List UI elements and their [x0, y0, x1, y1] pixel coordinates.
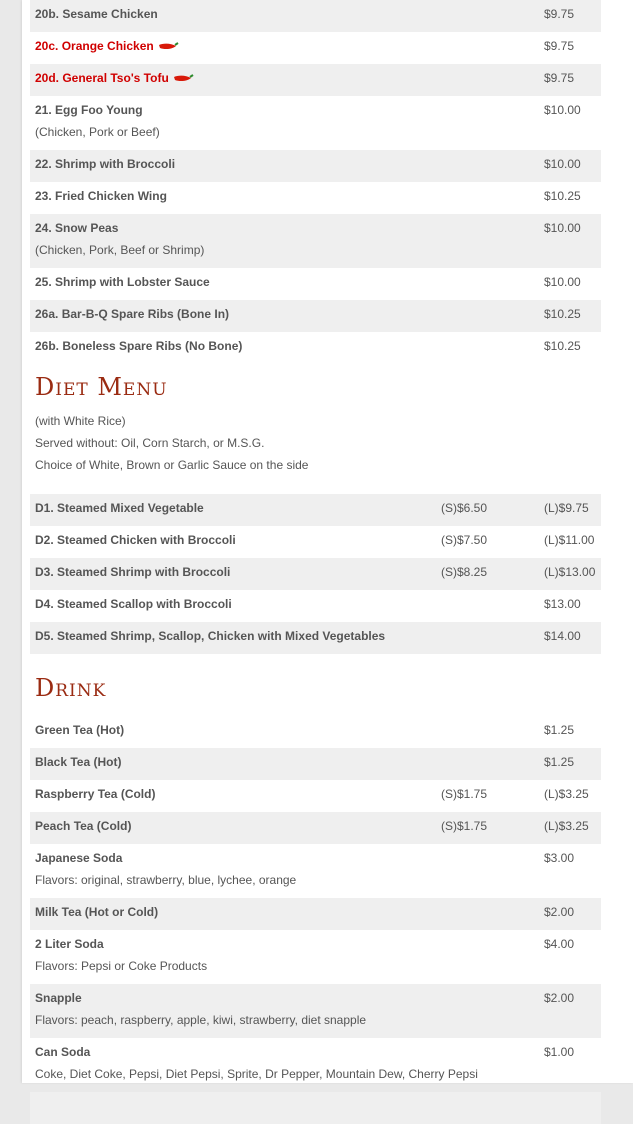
item-price: $1.00: [544, 1045, 575, 1059]
item-description: (Chicken, Pork or Beef): [35, 125, 160, 139]
item-price: $10.25: [544, 307, 581, 321]
item-price-small: (S)$7.50: [441, 533, 488, 547]
menu-item: [30, 300, 601, 332]
item-price: $3.00: [544, 851, 575, 865]
item-name: 24. Snow Peas: [35, 221, 119, 235]
item-price: $4.00: [544, 937, 575, 951]
menu-item: [30, 1038, 601, 1092]
menu-item: [30, 494, 601, 526]
item-price: $10.00: [544, 157, 581, 171]
item-price: $10.25: [544, 339, 581, 353]
item-name: Japanese Soda: [35, 851, 123, 865]
section-note: (with White Rice): [35, 414, 126, 428]
item-name: 23. Fried Chicken Wing: [35, 189, 167, 203]
menu-item: [30, 748, 601, 780]
item-name: D4. Steamed Scallop with Broccoli: [35, 597, 232, 611]
item-name: D5. Steamed Shrimp, Scallop, Chicken with Mixed Vegetables: [35, 629, 386, 643]
item-price: $14.00: [544, 629, 581, 643]
item-price-small: (S)$8.25: [441, 565, 488, 579]
item-price: $2.00: [544, 991, 575, 1005]
red-chili-pepper-icon: [157, 41, 179, 51]
item-price: $2.00: [544, 905, 575, 919]
item-price: (L)$3.25: [544, 819, 589, 833]
item-name: 2 Liter Soda: [35, 937, 104, 951]
menu-item: [30, 32, 601, 64]
menu-item-partial: [30, 1092, 601, 1124]
item-price: $10.00: [544, 221, 581, 235]
item-price: $9.75: [544, 71, 575, 85]
item-name: 20b. Sesame Chicken: [35, 7, 158, 21]
item-name: Milk Tea (Hot or Cold): [35, 905, 159, 919]
menu-panel: [22, 0, 633, 1083]
menu-list: [30, 0, 601, 1124]
menu-item: [30, 716, 601, 748]
item-name-text: 20c. Orange Chicken: [35, 39, 154, 53]
item-name: 25. Shrimp with Lobster Sauce: [35, 275, 210, 289]
section-note: Served without: Oil, Corn Starch, or M.S.G.: [35, 436, 265, 450]
item-name: Black Tea (Hot): [35, 755, 122, 769]
menu-item: [30, 844, 601, 898]
item-name: 22. Shrimp with Broccoli: [35, 157, 176, 171]
section-title: Drink: [35, 674, 107, 702]
item-name: D1. Steamed Mixed Vegetable: [35, 501, 204, 515]
item-name: [35, 39, 179, 53]
item-name-text: 20d. General Tso's Tofu: [35, 71, 169, 85]
item-price: $9.75: [544, 7, 575, 21]
item-description: Flavors: peach, raspberry, apple, kiwi, strawberry, diet snapple: [35, 1013, 367, 1027]
menu-item: [30, 268, 601, 300]
drink-section-header: [30, 654, 601, 716]
menu-item: [30, 622, 601, 654]
item-name: 26b. Boneless Spare Ribs (No Bone): [35, 339, 243, 353]
section-title: Diet Menu: [35, 373, 168, 401]
item-price: $10.00: [544, 103, 581, 117]
item-description: Flavors: Pepsi or Coke Products: [35, 959, 208, 973]
item-description: Flavors: original, strawberry, blue, lychee, orange: [35, 873, 297, 887]
menu-item: [30, 898, 601, 930]
item-name: 21. Egg Foo Young: [35, 103, 143, 117]
menu-item: [30, 984, 601, 1038]
menu-item: [30, 526, 601, 558]
item-price: $13.00: [544, 597, 581, 611]
section-note: Choice of White, Brown or Garlic Sauce on the side: [35, 458, 309, 472]
item-price-small: (S)$1.75: [441, 787, 488, 801]
menu-item: [30, 150, 601, 182]
menu-item: [30, 0, 601, 32]
menu-item: [30, 214, 601, 268]
item-price: $9.75: [544, 39, 575, 53]
item-price: (L)$9.75: [544, 501, 589, 515]
item-price: $1.25: [544, 723, 575, 737]
red-chili-pepper-icon: [172, 73, 194, 83]
menu-item: [30, 182, 601, 214]
item-price-small: (S)$6.50: [441, 501, 488, 515]
item-name: Can Soda: [35, 1045, 91, 1059]
item-name: D2. Steamed Chicken with Broccoli: [35, 533, 236, 547]
item-name: Peach Tea (Cold): [35, 819, 132, 833]
item-price-small: (S)$1.75: [441, 819, 488, 833]
item-name: 26a. Bar-B-Q Spare Ribs (Bone In): [35, 307, 230, 321]
item-description: (Chicken, Pork, Beef or Shrimp): [35, 243, 205, 257]
item-price: $10.25: [544, 189, 581, 203]
menu-item: [30, 812, 601, 844]
menu-item: [30, 64, 601, 96]
diet-section-header: [30, 364, 601, 494]
item-name: Snapple: [35, 991, 82, 1005]
item-price: (L)$3.25: [544, 787, 589, 801]
item-price: $1.25: [544, 755, 575, 769]
item-name: D3. Steamed Shrimp with Broccoli: [35, 565, 231, 579]
item-name: Raspberry Tea (Cold): [35, 787, 156, 801]
item-name: Green Tea (Hot): [35, 723, 125, 737]
menu-item: [30, 96, 601, 150]
menu-item: [30, 780, 601, 812]
menu-item: [30, 558, 601, 590]
item-price: (L)$11.00: [544, 533, 595, 547]
menu-item: [30, 332, 601, 364]
item-name: [35, 71, 194, 85]
menu-item: [30, 590, 601, 622]
item-description: Coke, Diet Coke, Pepsi, Diet Pepsi, Sprite, Dr Pepper, Mountain Dew, Cherry Pepsi: [35, 1067, 478, 1081]
item-price: $10.00: [544, 275, 581, 289]
item-price: (L)$13.00: [544, 565, 596, 579]
menu-item: [30, 930, 601, 984]
